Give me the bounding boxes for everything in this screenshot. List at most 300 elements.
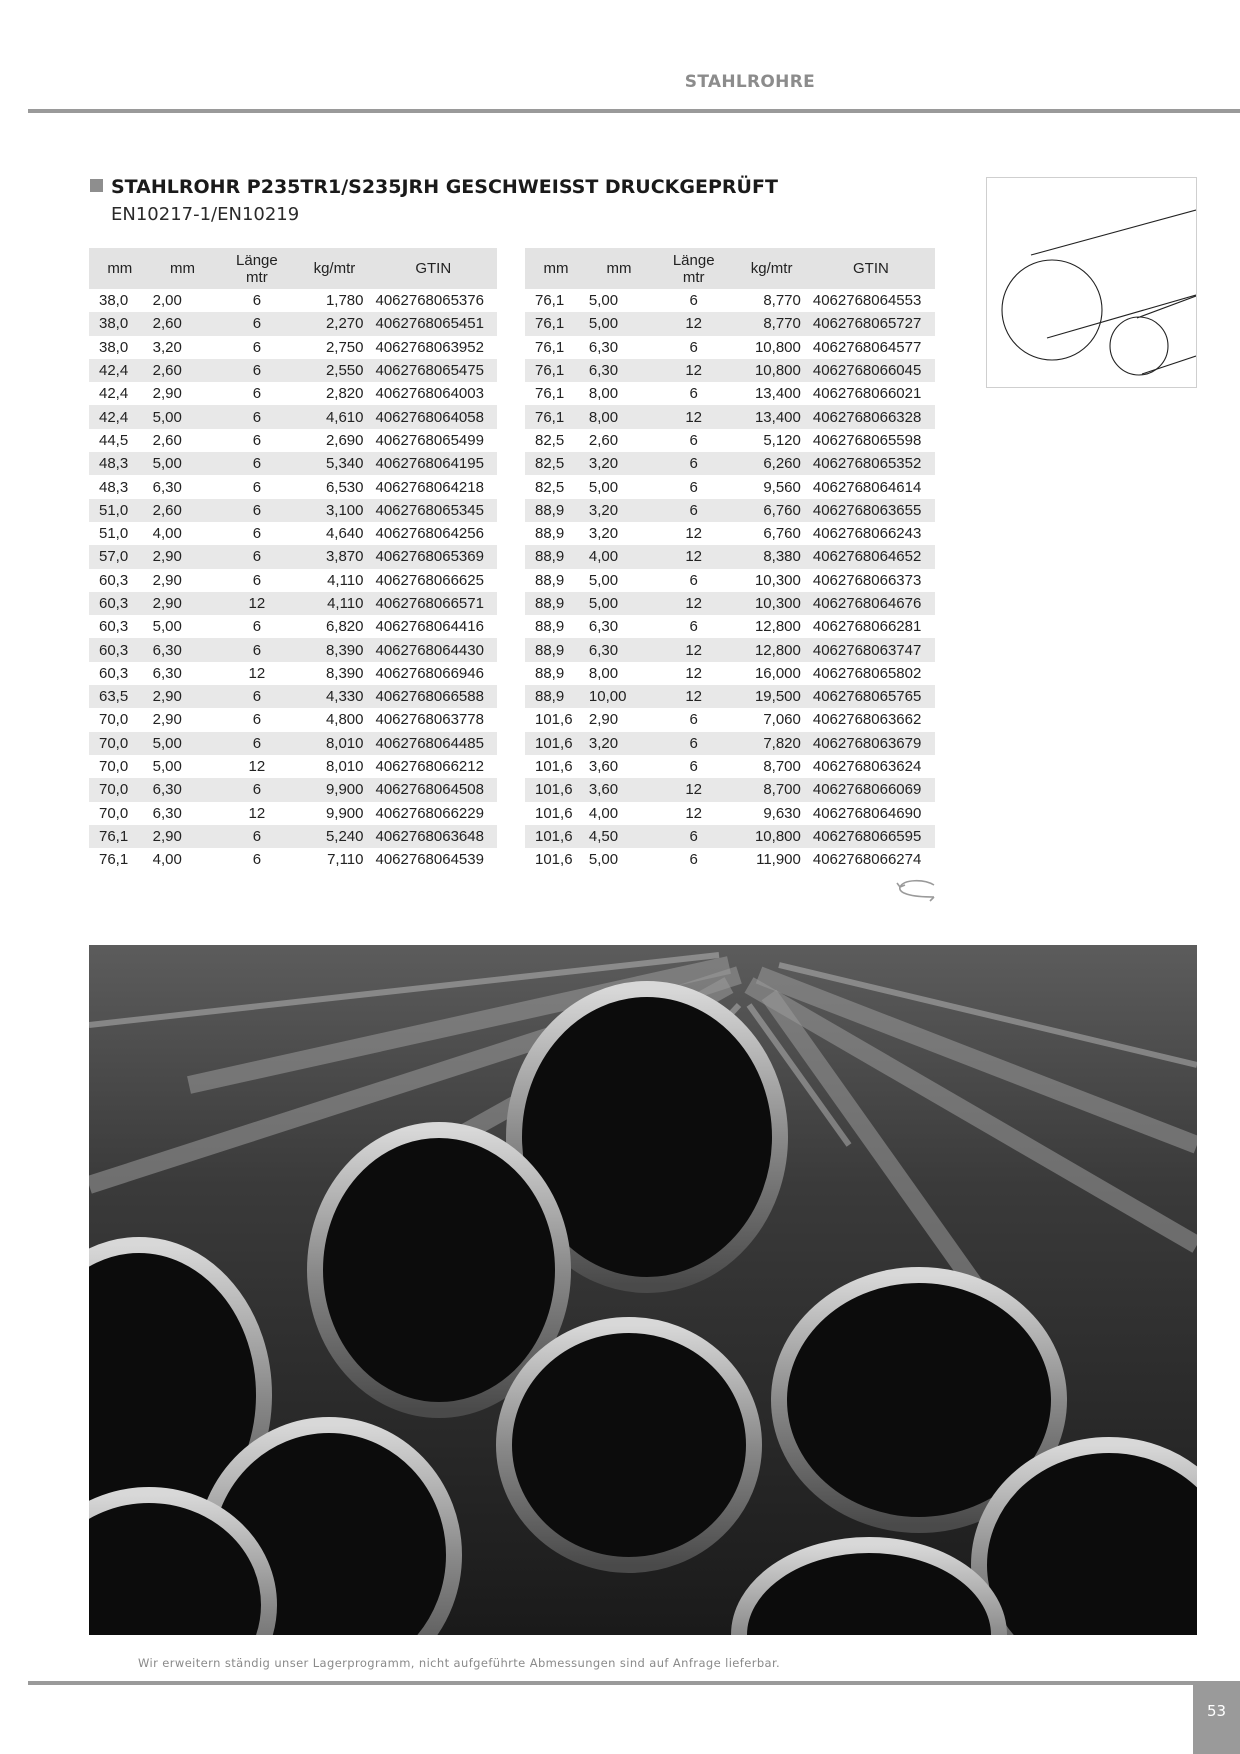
cell-length: 6	[651, 452, 736, 475]
cell-gtin: 4062768064416	[375, 618, 484, 636]
cell-weight: 4,110	[327, 571, 364, 589]
cell-length: 6	[214, 359, 299, 382]
cell-weight: 6,820	[325, 618, 364, 636]
cell-gtin: 4062768066212	[375, 758, 484, 776]
cell-weight: 13,400	[754, 385, 801, 403]
cell-weight: 9,560	[763, 478, 801, 496]
cell-gtin: 4062768065802	[812, 664, 922, 682]
cell-length: 6	[689, 618, 698, 636]
table-row	[525, 732, 935, 755]
cell-wall: 3,20	[152, 338, 182, 356]
cell-wall: 4,00	[152, 851, 182, 869]
cell-gtin: 4062768066069	[807, 778, 935, 801]
cell-wall: 8,00	[588, 385, 619, 403]
cell-gtin: 4062768065765	[807, 685, 935, 708]
cell-length: 6	[214, 638, 299, 661]
cell-weight: 13,400	[736, 405, 806, 428]
cell-length: 6	[689, 338, 698, 356]
cell-gtin: 4062768066021	[812, 385, 922, 403]
cell-length: 6	[252, 292, 262, 310]
cell-gtin: 4062768063655	[807, 499, 935, 522]
cell-weight: 5,340	[299, 452, 369, 475]
cell-weight: 8,700	[763, 758, 801, 776]
cell-wall: 3,20	[587, 732, 651, 755]
table-row	[89, 569, 497, 592]
cell-wall: 2,90	[151, 685, 215, 708]
cell-wall: 6,30	[587, 359, 651, 382]
cell-gtin: 4062768064614	[812, 478, 922, 496]
cell-wall: 3,20	[588, 525, 619, 543]
cell-length: 12	[651, 312, 736, 335]
cell-gtin: 4062768066373	[812, 571, 922, 589]
table-row	[525, 592, 935, 615]
cell-wall: 5,00	[588, 478, 619, 496]
cell-weight: 9,630	[763, 804, 801, 822]
cell-wall: 6,30	[588, 618, 619, 636]
cell-wall: 2,60	[151, 359, 215, 382]
cell-weight: 6,760	[763, 525, 801, 543]
cell-weight: 19,500	[736, 685, 806, 708]
table-row	[525, 848, 935, 871]
cell-weight: 2,550	[299, 359, 369, 382]
table-header-row	[525, 248, 935, 289]
col-header-gtin: GTIN	[370, 248, 498, 289]
cell-diameter: 82,5	[535, 478, 565, 496]
table-row	[89, 452, 497, 475]
cell-weight: 6,760	[736, 499, 806, 522]
cell-gtin: 4062768064218	[375, 478, 484, 496]
cell-diameter: 63,5	[89, 685, 151, 708]
cell-length: 6	[252, 431, 262, 449]
cell-diameter: 60,3	[99, 618, 129, 636]
cell-length: 6	[214, 825, 299, 848]
table-row	[525, 359, 935, 382]
cell-wall: 5,00	[588, 571, 619, 589]
cell-length: 12	[214, 592, 299, 615]
cell-weight: 12,800	[754, 618, 801, 636]
table-row	[89, 592, 497, 615]
cell-length: 12	[651, 592, 736, 615]
cell-length: 6	[689, 385, 698, 403]
table-row	[89, 382, 497, 405]
cell-weight: 8,380	[736, 545, 806, 568]
cell-diameter: 42,4	[89, 359, 151, 382]
table-row	[525, 615, 935, 638]
cell-length: 6	[252, 478, 262, 496]
cell-weight: 3,870	[299, 545, 369, 568]
cell-wall: 5,00	[151, 452, 215, 475]
cell-wall: 2,90	[151, 545, 215, 568]
cell-weight: 6,260	[736, 452, 806, 475]
cell-weight: 3,100	[299, 499, 369, 522]
cell-length: 12	[685, 804, 703, 822]
cell-diameter: 82,5	[525, 452, 587, 475]
cell-wall: 3,60	[587, 778, 651, 801]
cell-gtin: 4062768066595	[807, 825, 935, 848]
cell-length: 6	[689, 711, 698, 729]
cell-gtin: 4062768065499	[375, 431, 484, 449]
cell-gtin: 4062768065345	[370, 499, 498, 522]
table-row	[525, 825, 935, 848]
turn-page-icon	[896, 877, 936, 903]
cell-length: 12	[651, 685, 736, 708]
table-row	[89, 429, 497, 452]
pipe-table-left	[89, 248, 497, 871]
table-row	[525, 336, 935, 359]
cell-weight: 8,390	[325, 664, 364, 682]
cell-length: 12	[685, 525, 703, 543]
table-row	[525, 475, 935, 498]
table-row	[89, 522, 497, 545]
cell-diameter: 38,0	[99, 338, 129, 356]
table-row	[89, 778, 497, 801]
cell-gtin: 4062768064195	[370, 452, 498, 475]
cell-gtin: 4062768065598	[812, 431, 922, 449]
cell-length: 12	[651, 545, 736, 568]
cell-diameter: 76,1	[89, 825, 151, 848]
cell-length: 12	[685, 664, 703, 682]
cell-weight: 6,530	[325, 478, 364, 496]
cell-weight: 10,800	[736, 825, 806, 848]
cell-gtin: 4062768064539	[375, 851, 484, 869]
cell-diameter: 88,9	[525, 545, 587, 568]
table-row	[89, 802, 497, 825]
section-title	[90, 176, 778, 198]
running-header: STAHLROHRE	[684, 72, 815, 92]
table-row	[525, 638, 935, 661]
table-row	[89, 545, 497, 568]
cell-length: 12	[651, 778, 736, 801]
cell-wall: 2,90	[152, 711, 182, 729]
steel-pipes-photo	[89, 945, 1197, 1635]
cell-gtin: 4062768064256	[375, 525, 484, 543]
table-row	[89, 359, 497, 382]
cell-weight: 8,770	[763, 292, 801, 310]
cell-diameter: 101,6	[535, 758, 573, 776]
cell-wall: 5,00	[152, 758, 182, 776]
cell-weight: 4,330	[299, 685, 369, 708]
cell-length: 6	[214, 452, 299, 475]
table-row	[525, 685, 935, 708]
cell-diameter: 76,1	[535, 292, 565, 310]
cell-diameter: 101,6	[535, 804, 573, 822]
cell-gtin: 4062768065352	[807, 452, 935, 475]
table-row	[525, 802, 935, 825]
cell-diameter: 48,3	[89, 452, 151, 475]
cell-weight: 8,010	[325, 758, 364, 776]
cell-gtin: 4062768064690	[812, 804, 922, 822]
cell-gtin: 4062768066045	[807, 359, 935, 382]
cell-diameter: 101,6	[535, 851, 573, 869]
cell-wall: 3,20	[587, 499, 651, 522]
cell-weight: 8,770	[736, 312, 806, 335]
cell-gtin: 4062768065369	[370, 545, 498, 568]
cell-diameter: 42,4	[99, 385, 129, 403]
cell-diameter: 88,9	[525, 685, 587, 708]
section-subtitle: EN10217-1/EN10219	[111, 204, 300, 225]
cell-gtin: 4062768065475	[370, 359, 498, 382]
table-row	[89, 312, 497, 335]
table-row	[89, 289, 497, 312]
table-row	[89, 825, 497, 848]
table-row	[525, 499, 935, 522]
cell-diameter: 76,1	[535, 385, 565, 403]
table-row	[525, 569, 935, 592]
cell-length: 6	[252, 618, 262, 636]
cell-weight: 4,640	[325, 525, 364, 543]
cell-length: 6	[214, 732, 299, 755]
cell-diameter: 88,9	[535, 618, 565, 636]
cell-length: 6	[689, 292, 698, 310]
cell-wall: 6,30	[588, 338, 619, 356]
cell-length: 6	[689, 571, 698, 589]
cell-diameter: 76,1	[99, 851, 129, 869]
cell-gtin: 4062768064577	[812, 338, 922, 356]
cell-diameter: 76,1	[525, 312, 587, 335]
col-header-gtin: GTIN	[807, 248, 935, 289]
cell-gtin: 4062768063624	[812, 758, 922, 776]
cell-gtin: 4062768066328	[807, 405, 935, 428]
cell-gtin: 4062768063747	[807, 638, 935, 661]
col-header-length: Länge mtr	[214, 248, 299, 289]
cell-weight: 7,820	[736, 732, 806, 755]
page-number: 53	[1206, 1702, 1227, 1720]
page-number-box	[1193, 1681, 1240, 1754]
table-row	[89, 638, 497, 661]
cell-length: 6	[651, 825, 736, 848]
cell-wall: 2,60	[151, 312, 215, 335]
cell-length: 6	[252, 571, 262, 589]
cell-wall: 5,00	[588, 851, 619, 869]
cell-weight: 16,000	[754, 664, 801, 682]
cell-diameter: 88,9	[525, 592, 587, 615]
cell-diameter: 70,0	[89, 778, 151, 801]
table-row	[89, 662, 497, 685]
cell-wall: 6,30	[152, 478, 182, 496]
cell-diameter: 70,0	[99, 711, 129, 729]
table-row	[525, 755, 935, 778]
cell-weight: 1,780	[325, 292, 364, 310]
cell-length: 6	[214, 545, 299, 568]
cell-gtin: 4062768066281	[812, 618, 922, 636]
cell-diameter: 101,6	[525, 825, 587, 848]
cell-gtin: 4062768064058	[370, 405, 498, 428]
cell-gtin: 4062768066946	[375, 664, 484, 682]
cell-diameter: 57,0	[89, 545, 151, 568]
cell-weight: 2,820	[325, 385, 364, 403]
table-row	[89, 732, 497, 755]
cell-wall: 5,00	[151, 405, 215, 428]
cell-wall: 2,90	[152, 385, 182, 403]
cell-weight: 7,060	[763, 711, 801, 729]
cell-wall: 5,00	[588, 292, 619, 310]
cell-length: 6	[214, 499, 299, 522]
cell-wall: 2,60	[588, 431, 619, 449]
table-row	[525, 522, 935, 545]
cell-gtin: 4062768064485	[370, 732, 498, 755]
cell-weight: 8,390	[299, 638, 369, 661]
cell-weight: 10,300	[736, 592, 806, 615]
cell-weight: 8,010	[299, 732, 369, 755]
cell-gtin: 4062768066274	[812, 851, 922, 869]
cell-length: 12	[248, 804, 266, 822]
table-row	[525, 312, 935, 335]
cell-wall: 4,00	[152, 525, 182, 543]
cell-gtin: 4062768064003	[375, 385, 484, 403]
table-row	[525, 662, 935, 685]
cell-gtin: 4062768066625	[375, 571, 484, 589]
cell-weight: 10,800	[754, 338, 801, 356]
cell-gtin: 4062768063952	[375, 338, 484, 356]
cell-weight: 5,240	[299, 825, 369, 848]
table-row	[525, 382, 935, 405]
cell-diameter: 70,0	[99, 804, 129, 822]
cell-weight: 2,270	[299, 312, 369, 335]
cell-diameter: 82,5	[535, 431, 565, 449]
cell-diameter: 76,1	[525, 359, 587, 382]
cell-diameter: 88,9	[525, 499, 587, 522]
cell-diameter: 76,1	[535, 338, 565, 356]
cell-wall: 6,30	[151, 638, 215, 661]
cell-gtin: 4062768065376	[375, 292, 484, 310]
cell-length: 6	[689, 478, 698, 496]
cell-weight: 7,110	[327, 851, 364, 869]
pipe-diagram-icon	[986, 177, 1197, 388]
cell-weight: 5,120	[763, 431, 801, 449]
cell-gtin: 4062768063679	[807, 732, 935, 755]
header-rule	[28, 109, 1240, 113]
table-header-row	[89, 248, 497, 289]
cell-weight: 10,800	[736, 359, 806, 382]
cell-weight: 2,750	[325, 338, 364, 356]
cell-length: 6	[252, 711, 262, 729]
cell-wall: 8,00	[587, 405, 651, 428]
cell-diameter: 88,9	[535, 571, 565, 589]
cell-weight: 12,800	[736, 638, 806, 661]
col-header-diameter: mm	[525, 248, 587, 289]
cell-weight: 9,900	[299, 778, 369, 801]
table-row	[525, 289, 935, 312]
cell-gtin: 4062768065451	[370, 312, 498, 335]
cell-weight: 4,800	[325, 711, 364, 729]
cell-length: 6	[214, 405, 299, 428]
cell-gtin: 4062768064652	[807, 545, 935, 568]
cell-length: 6	[252, 385, 262, 403]
col-header-weight: kg/mtr	[736, 248, 806, 289]
cell-gtin: 4062768066229	[375, 804, 484, 822]
cell-diameter: 70,0	[99, 758, 129, 776]
cell-gtin: 4062768066243	[812, 525, 922, 543]
cell-wall: 5,00	[587, 592, 651, 615]
cell-diameter: 38,0	[89, 312, 151, 335]
table-row	[525, 778, 935, 801]
table-row	[89, 336, 497, 359]
table-row	[525, 452, 935, 475]
cell-wall: 5,00	[151, 732, 215, 755]
cell-wall: 3,60	[588, 758, 619, 776]
cell-diameter: 38,0	[99, 292, 129, 310]
cell-length: 6	[214, 685, 299, 708]
cell-weight: 4,110	[299, 592, 369, 615]
table-row	[89, 708, 497, 731]
table-row	[89, 615, 497, 638]
cell-gtin: 4062768064676	[807, 592, 935, 615]
cell-wall: 2,90	[151, 825, 215, 848]
col-header-wall: mm	[587, 248, 651, 289]
cell-length: 6	[214, 312, 299, 335]
cell-length: 12	[651, 359, 736, 382]
cell-wall: 6,30	[151, 778, 215, 801]
cell-diameter: 76,1	[525, 405, 587, 428]
cell-wall: 6,30	[587, 638, 651, 661]
col-header-wall: mm	[151, 248, 215, 289]
cell-wall: 5,00	[152, 618, 182, 636]
cell-length: 6	[651, 499, 736, 522]
cell-wall: 6,30	[152, 804, 182, 822]
cell-diameter: 88,9	[535, 664, 565, 682]
table-row	[89, 499, 497, 522]
cell-wall: 4,00	[587, 545, 651, 568]
cell-gtin: 4062768064430	[370, 638, 498, 661]
cell-gtin: 4062768063662	[812, 711, 922, 729]
cell-diameter: 42,4	[89, 405, 151, 428]
cell-wall: 2,90	[588, 711, 619, 729]
cell-diameter: 51,0	[89, 499, 151, 522]
cell-diameter: 101,6	[535, 711, 573, 729]
cell-weight: 2,690	[325, 431, 364, 449]
pipe-table-right	[525, 248, 935, 871]
cell-wall: 10,00	[587, 685, 651, 708]
table-row	[525, 429, 935, 452]
cell-length: 12	[651, 405, 736, 428]
cell-length: 6	[252, 338, 262, 356]
cell-length: 12	[248, 758, 266, 776]
table-row	[89, 405, 497, 428]
cell-wall: 2,60	[152, 431, 182, 449]
cell-gtin: 4062768066588	[370, 685, 498, 708]
cell-wall: 5,00	[587, 312, 651, 335]
cell-length: 6	[689, 758, 698, 776]
cell-length: 6	[252, 525, 262, 543]
cell-length: 6	[214, 778, 299, 801]
bullet-square-icon	[90, 179, 103, 192]
cell-diameter: 60,3	[99, 571, 129, 589]
cell-wall: 4,50	[587, 825, 651, 848]
cell-wall: 6,30	[152, 664, 182, 682]
cell-diameter: 48,3	[99, 478, 129, 496]
cell-weight: 11,900	[756, 851, 801, 869]
cell-wall: 3,20	[587, 452, 651, 475]
cell-wall: 2,90	[151, 592, 215, 615]
cell-diameter: 70,0	[89, 732, 151, 755]
cell-weight: 8,700	[736, 778, 806, 801]
table-row	[89, 685, 497, 708]
cell-wall: 8,00	[588, 664, 619, 682]
footnote: Wir erweitern ständig unser Lagerprogramm, nicht aufgeführte Abmessungen sind auf Anfrage lieferbar.	[138, 1656, 781, 1670]
table-row	[89, 755, 497, 778]
table-row	[89, 475, 497, 498]
cell-wall: 2,90	[152, 571, 182, 589]
cell-diameter: 88,9	[535, 525, 565, 543]
cell-gtin: 4062768064508	[370, 778, 498, 801]
cell-diameter: 88,9	[525, 638, 587, 661]
cell-diameter: 44,5	[99, 431, 129, 449]
table-row	[525, 545, 935, 568]
cell-gtin: 4062768063778	[375, 711, 484, 729]
cell-wall: 4,00	[588, 804, 619, 822]
cell-length: 6	[689, 431, 698, 449]
cell-weight: 10,300	[754, 571, 801, 589]
